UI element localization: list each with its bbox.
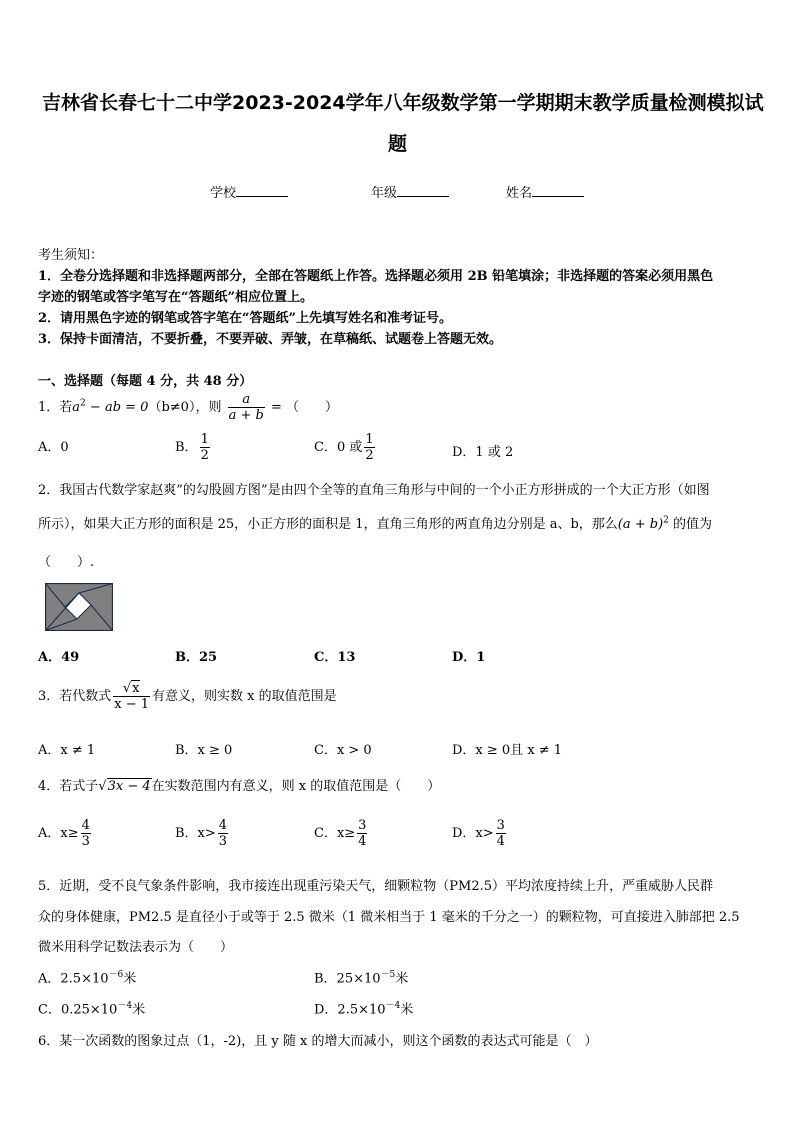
question-1: 1．若$a^2$ − ab = 0（b≠0），则 $\frac{a}{a + b}$ = （ ） bbox=[38, 392, 338, 423]
q2-line1: 2．我国古代数学家赵爽”的勾股圆方图”是由四个全等的直角三角形与中间的一个小正方形拼成的一个大正方形（如图 bbox=[38, 483, 710, 498]
q5-option-d[interactable]: D．$2.5\times 10^{-4}$米 bbox=[314, 1001, 414, 1018]
school-field[interactable]: 学校 bbox=[210, 182, 288, 201]
q4-option-c[interactable]: C．x≥ $\frac{3}{4}$ bbox=[314, 818, 367, 849]
q5-line1: 5．近期，受不良气象条件影响，我市接连出现重污染天气，细颗粒物（PM2.5）平均浓度持续上升，严重威胁人民群 bbox=[38, 879, 714, 894]
q1-option-b[interactable]: B． $\frac{1}{2}$ bbox=[175, 432, 209, 463]
q3-option-d[interactable]: D．x ≥ 0且 x ≠ 1 bbox=[452, 743, 563, 758]
q4-option-b[interactable]: B．x> $\frac{4}{3}$ bbox=[175, 818, 228, 849]
question-3: 3．若代数式 $\frac{√x}{x - 1}$ 有意义，则实数 x 的取值范围是 bbox=[38, 681, 337, 712]
q3-option-b[interactable]: B．x ≥ 0 bbox=[175, 743, 233, 758]
zhaoshuang-figure bbox=[45, 583, 113, 631]
q5-line2: 众的身体健康，PM2.5 是直径小于或等于 2.5 微米（1 微米相当于 1 毫米的千分之一）的颗粒物，可直接进入肺部把 2.5 bbox=[38, 910, 740, 925]
question-4: 4．若式子√3x − 4在实数范围内有意义，则 x 的取值范围是（ ） bbox=[38, 779, 441, 794]
q4-option-d[interactable]: D．x> $\frac{3}{4}$ bbox=[452, 818, 505, 849]
q3-option-a[interactable]: A．x ≠ 1 bbox=[38, 743, 96, 758]
notice-heading: 考生须知： bbox=[38, 248, 104, 263]
notice-line3: 3．保持卡面清洁，不要折叠，不要弄破、弄皱，在草稿纸、试题卷上答题无效。 bbox=[38, 332, 503, 347]
notice-line1a: 1．全卷分选择题和非选择题两部分，全部在答题纸上作答。选择题必须用 2B 铅笔填涂；非选择题的答案必须用黑色 bbox=[38, 269, 714, 284]
q1-option-d[interactable]: D．1 或 2 bbox=[452, 445, 514, 460]
q1-option-a[interactable]: A．0 bbox=[38, 440, 69, 455]
name-field[interactable]: 姓名 bbox=[506, 182, 584, 201]
notice-line2: 2．请用黑色字迹的钢笔或答字笔在“答题纸”上先填写姓名和准考证号。 bbox=[38, 311, 453, 326]
q2-line3: （ ）. bbox=[38, 555, 95, 570]
q2-option-d[interactable]: D．1 bbox=[452, 650, 486, 665]
grade-field[interactable]: 年级 bbox=[371, 182, 449, 201]
q4-option-a[interactable]: A．x≥ $\frac{4}{3}$ bbox=[38, 818, 90, 849]
q1-option-c[interactable]: C．0 或 $\frac{1}{2}$ bbox=[314, 432, 374, 463]
q2-line2: 所示），如果大正方形的面积是 25，小正方形的面积是 1，直角三角形的两直角边分别是 a、b，那么$(a + b)^2$ 的值为 bbox=[38, 515, 713, 532]
q6-line1: 6．某一次函数的图象过点（1，-2)，且 y 随 x 的增大而减小，则这个函数的表达式可能是（ ） bbox=[38, 1034, 598, 1049]
q3-option-c[interactable]: C．x > 0 bbox=[314, 743, 372, 758]
title-line2: 题 bbox=[388, 133, 408, 155]
q1-fraction: $\frac{a}{a + b}$ bbox=[228, 392, 264, 423]
section-heading: 一、选择题（每题 4 分，共 48 分） bbox=[38, 374, 253, 389]
q2-option-b[interactable]: B．25 bbox=[175, 650, 218, 665]
q5-option-a[interactable]: A．$2.5\times 10^{-6}$米 bbox=[38, 970, 137, 987]
q5-option-c[interactable]: C．$0.25\times 10^{-4}$米 bbox=[38, 1001, 146, 1018]
q2-option-c[interactable]: C．13 bbox=[314, 650, 356, 665]
q5-line3: 微米用科学记数法表示为（ ） bbox=[38, 940, 234, 955]
title-line1: 吉林省长春七十二中学2023-2024学年八年级数学第一学期期末教学质量检测模拟试 bbox=[42, 92, 764, 114]
q5-option-b[interactable]: B．$25\times 10^{-5}$米 bbox=[314, 970, 409, 987]
notice-line1b: 字迹的钢笔或答字笔写在“答题纸”相应位置上。 bbox=[38, 290, 313, 305]
q2-option-a[interactable]: A．49 bbox=[38, 650, 80, 665]
